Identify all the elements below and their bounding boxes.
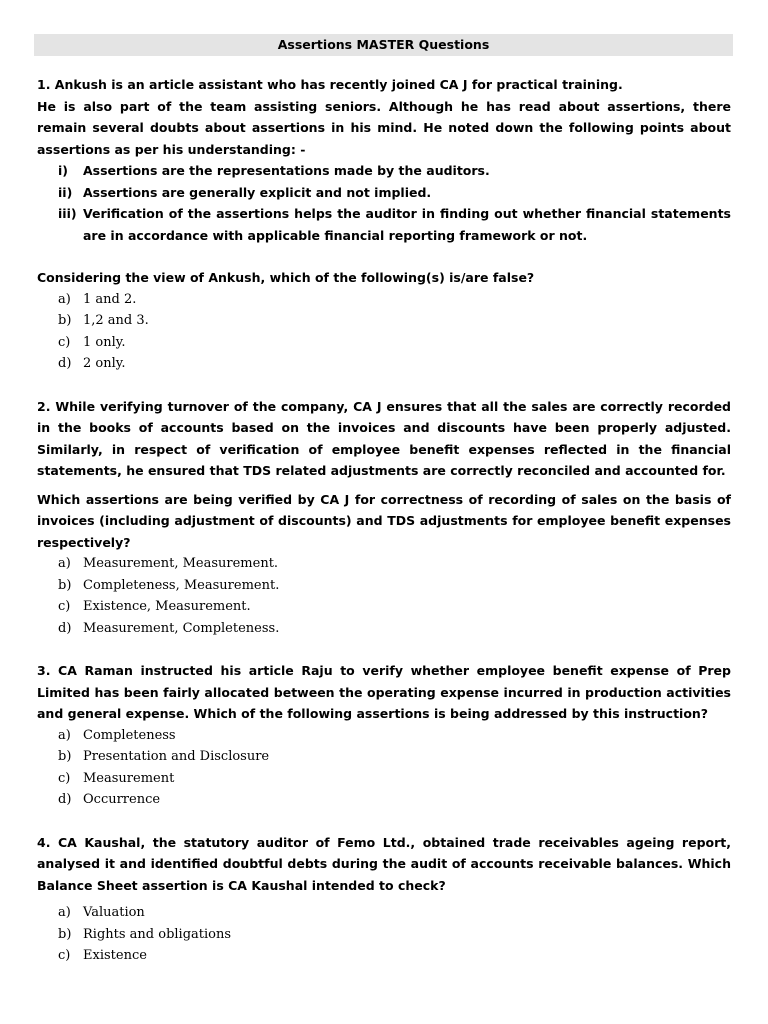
option-label: d) (58, 620, 72, 636)
option-text: Occurrence (83, 792, 161, 807)
option-item (37, 332, 731, 354)
point-item (37, 182, 731, 204)
option-item (37, 725, 731, 747)
question-1-prompt: Considering the view of Ankush, which of the following(s) is/are false? (37, 270, 535, 285)
option-text: 1 only. (83, 334, 126, 350)
point-label: ii) (58, 184, 73, 200)
option-item (37, 902, 731, 924)
point-label: iii) (58, 206, 77, 221)
option-item (37, 289, 731, 311)
option-label: a) (58, 727, 71, 743)
point-label: i) (58, 163, 68, 178)
option-text: 2 only. (83, 356, 126, 371)
point-text: Verification of the assertions helps the auditor in finding out whether financial statements are in accordance with applicable financial reporting framework or not. (83, 206, 731, 243)
option-label: c) (58, 599, 71, 614)
option-item (37, 789, 731, 811)
option-label: a) (58, 556, 71, 571)
option-label: d) (58, 792, 72, 807)
question-2-text: 2. While verifying turnover of the company, CA J ensures that all the sales are correctly recorded in the books of accounts based on the invoices and discounts have been properly adjusted. Similarly, in respect of verification of employee benefit expenses reflected in the financial statements, he ensured that TDS related adjustments are correctly reconciled and accounted for. (37, 398, 731, 478)
option-text: Measurement, Measurement. (83, 556, 279, 571)
option-item (37, 746, 731, 768)
option-text: Rights and obligations (83, 926, 232, 942)
question-1-intro: 1. Ankush is an article assistant who has recently joined CA J for practical training. (37, 77, 623, 92)
option-label: a) (58, 291, 71, 307)
question-2-prompt: Which assertions are being verified by CA J for correctness of recording of sales on the basis of invoices (including adjustment of discounts) and TDS adjustments for employee benefit expenses respectively? (37, 491, 731, 550)
point-item (37, 203, 731, 246)
option-label: c) (58, 770, 71, 786)
option-label: a) (58, 905, 71, 920)
point-text: Assertions are the representations made by the auditors. (83, 163, 490, 178)
option-text: Presentation and Disclosure (83, 749, 270, 764)
question-list (37, 74, 731, 967)
option-text: Existence (83, 948, 147, 963)
option-item (37, 310, 731, 332)
option-item (37, 768, 731, 790)
option-item (37, 945, 731, 967)
option-text: Existence, Measurement. (83, 599, 251, 614)
option-label: c) (58, 948, 71, 963)
option-text: Measurement (83, 770, 175, 786)
option-item (37, 575, 731, 597)
option-label: b) (58, 926, 72, 942)
option-text: 1,2 and 3. (83, 313, 149, 328)
question-1-points (37, 160, 731, 246)
option-text: Measurement, Completeness. (83, 620, 280, 636)
question-3-text: 3. CA Raman instructed his article Raju to verify whether employee benefit expense of Prep Limited has been fairly allocated between the operating expense incurred in production activities and general expense. Which of the following assertions is being addressed by this instruction? (37, 663, 731, 721)
point-text: Assertions are generally explicit and not implied. (83, 184, 432, 200)
option-label: b) (58, 577, 72, 593)
option-text: Completeness, Measurement. (83, 577, 280, 593)
question-4-options (37, 902, 731, 967)
page-title: Assertions MASTER Questions (34, 34, 733, 56)
question-2 (37, 396, 731, 640)
point-item (37, 160, 731, 182)
question-1-options (37, 289, 731, 375)
question-3 (37, 660, 731, 811)
question-1-text: He is also part of the team assisting seniors. Although he has read about assertions, there remain several doubts about assertions in his mind. He noted down the following points about assertions as per his understanding: - (37, 98, 731, 157)
option-label: d) (58, 356, 72, 371)
question-2-options (37, 553, 731, 639)
question-4 (37, 832, 731, 967)
option-text: Completeness (83, 727, 176, 743)
question-1 (37, 74, 731, 375)
question-4-text: 4. CA Kaushal, the statutory auditor of Femo Ltd., obtained trade receivables ageing report, analysed it and identified doubtful debts during the audit of accounts receivable balances. Which Balance Sheet assertion is CA Kaushal intended to check? (37, 834, 731, 893)
option-label: b) (58, 749, 72, 764)
option-item (37, 596, 731, 618)
option-item (37, 353, 731, 375)
option-item (37, 924, 731, 946)
option-item (37, 553, 731, 575)
question-3-options (37, 725, 731, 811)
option-item (37, 618, 731, 640)
option-text: 1 and 2. (83, 291, 137, 307)
option-label: b) (58, 313, 72, 328)
option-label: c) (58, 334, 71, 350)
option-text: Valuation (83, 905, 145, 920)
